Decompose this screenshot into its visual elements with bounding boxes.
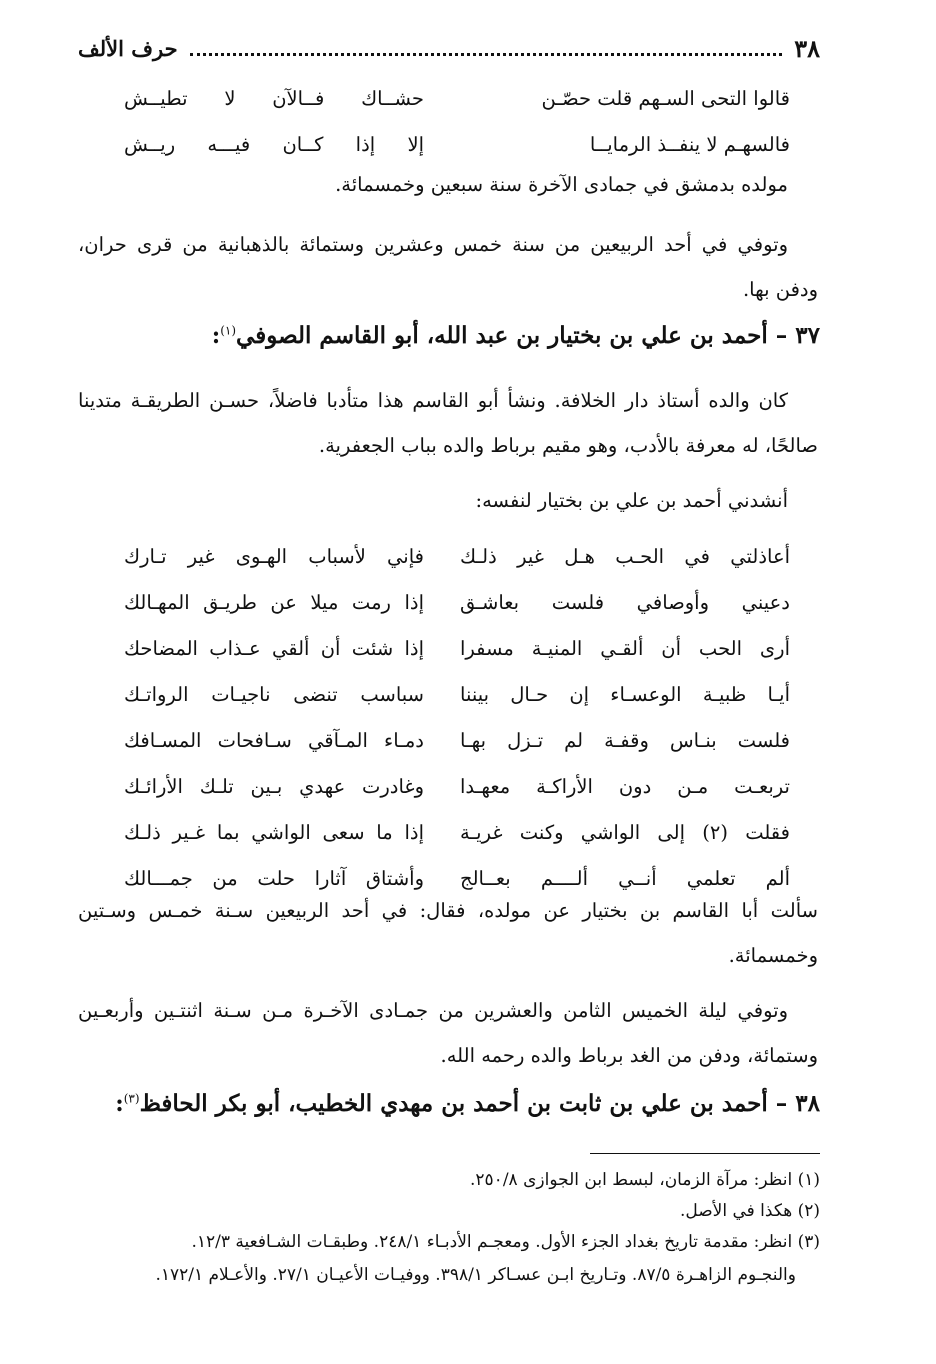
verse-second-hemistich: إذا ما سعى الواشي بما غـير ذلـك <box>124 820 424 844</box>
poem-verse <box>124 764 790 808</box>
birth-note: مولده بدمشق في جمادى الآخرة سنة سبعين وخمسمائة. <box>335 173 788 196</box>
poem-verse <box>124 76 790 120</box>
verse-first-hemistich: فالسهـم لا ينفــذ الرمايــا <box>589 132 790 156</box>
verse-first-hemistich: أعاذلتي في الحـب هـل غير ذلـك <box>460 544 790 568</box>
poem-intro: أنشدني أحمد بن علي بن بختيار لنفسه: <box>475 489 788 512</box>
verse-second-hemistich: إذا رمت ميلا عن طريـق المهـالك <box>124 590 424 614</box>
verse-second-hemistich: وأشتاق آثارا حلت من جمـــالك <box>124 866 424 890</box>
poem-verse <box>124 534 790 578</box>
entry-name: أحمد بن علي بن بختيار بن عبد الله، أبو القاسم الصوفي <box>236 322 768 349</box>
footnote-ref: (١) <box>220 323 237 338</box>
verse-first-hemistich: قالوا التحى السـهم قلت حصّـن <box>541 86 790 110</box>
header-dotted-leader <box>190 53 783 56</box>
verse-second-hemistich: فإني لأسباب الهـوى غير تـارك <box>124 544 424 568</box>
verse-first-hemistich: تربعـت مـن دون الأراكـة معهـدا <box>460 774 790 798</box>
verse-first-hemistich: ألم تعلمي أنــي ألــــم بعــالج <box>460 866 790 890</box>
entry-name: أحمد بن علي بن ثابت بن أحمد بن مهدي الخطيب، أبو بكر الحافظ <box>139 1090 768 1117</box>
footnote-2: (٢) هكذا في الأصل. <box>679 1201 820 1221</box>
biography-37: كان والده أستاذ دار الخلافة. ونشأ أبو القاسم هذا متأدبا فاضلاً، حسـن الطريقـة متدينا صالحًا، له معرفة بالأدب، وهو مقيم برباط والده بباب الجعفرية. <box>78 389 818 457</box>
poem-verse <box>124 122 790 166</box>
verse-first-hemistich: أيـا ظبيـة الوعسـاء إن حـال بيننا <box>460 682 790 706</box>
footnote-ref: (٣) <box>123 1091 140 1106</box>
verse-first-hemistich: فقلت (٢) إلى الواشي وكنت غريـة <box>460 820 790 844</box>
verse-second-hemistich: سباسب تنضى ناجيـات الرواتـك <box>124 682 424 706</box>
entry-38-heading <box>78 1090 820 1117</box>
poem-verse <box>124 718 790 762</box>
footnote-3: (٣) انظر: مقدمة تاريخ بغداد الجزء الأول. ومعجـم الأدبـاء ٢٤٨/١. وطبقـات الشـافعية ١٢/٣. <box>191 1232 820 1252</box>
page-header <box>78 28 820 68</box>
footnote-3-continued: والنجـوم الزاهـرة ٨٧/٥. وتـاريخ ابـن عسـاكر ٣٩٨/١. ووفيـات الأعيـان ٢٧/١. والأعـلام ١٧٢/١. <box>155 1265 796 1285</box>
verse-second-hemistich: إلا إذا كــان فيـــه ريــش <box>124 132 424 156</box>
verse-second-hemistich: وغادرت عهدي بـين تلـك الأرائـك <box>124 774 424 798</box>
page-number: ٣٨ <box>794 33 820 63</box>
verse-second-hemistich: حشــاك فــالآن لا تطيــش <box>124 86 424 110</box>
poem-verse <box>124 626 790 670</box>
death-note: وتوفي في أحد الربيعين من سنة خمس وعشرين وستمائة بالذهبانية من قرى حران، ودفن بها. <box>78 233 818 301</box>
poem-verse <box>124 672 790 716</box>
entry-colon: : <box>211 322 221 349</box>
entry-37-heading <box>78 322 820 349</box>
footnote-1: (١) انظر: مرآة الزمان، لبسط ابن الجوازى ٢٥٠/٨. <box>470 1170 820 1190</box>
footnote-separator <box>590 1153 820 1154</box>
birth-note-37: سألت أبا القاسم بن بختيار عن مولده، فقال: في أحد الربيعين سـنة خمـس وسـتين وخمسمائة. <box>78 899 818 967</box>
entry-colon: : <box>115 1090 124 1117</box>
verse-first-hemistich: فلست بنـاس وقفـة لم تـزل بهـا <box>460 728 790 752</box>
chapter-title: حرف الألف <box>78 35 178 61</box>
poem-verse <box>124 810 790 854</box>
verse-second-hemistich: إذا شئت أن ألقي عـذاب المضاحك <box>124 636 424 660</box>
verse-second-hemistich: دمـاء المـآقي سـافحات المسـافك <box>124 728 424 752</box>
verse-first-hemistich: دعيني وأوصافي فلست بعاشـق <box>460 590 790 614</box>
entry-number: ٣٨ – <box>775 1090 820 1117</box>
verse-first-hemistich: أرى الحب أن ألقـي المنيـة مسفرا <box>460 636 790 660</box>
death-note-37: وتوفي ليلة الخميس الثامن والعشرين من جمـادى الآخـرة مـن سـنة اثنتـين وأربعـين وستمائة، ودفن من الغد برباط والده رحمه الله. <box>78 999 818 1067</box>
poem-verse <box>124 580 790 624</box>
entry-number: ٣٧ – <box>775 322 820 349</box>
